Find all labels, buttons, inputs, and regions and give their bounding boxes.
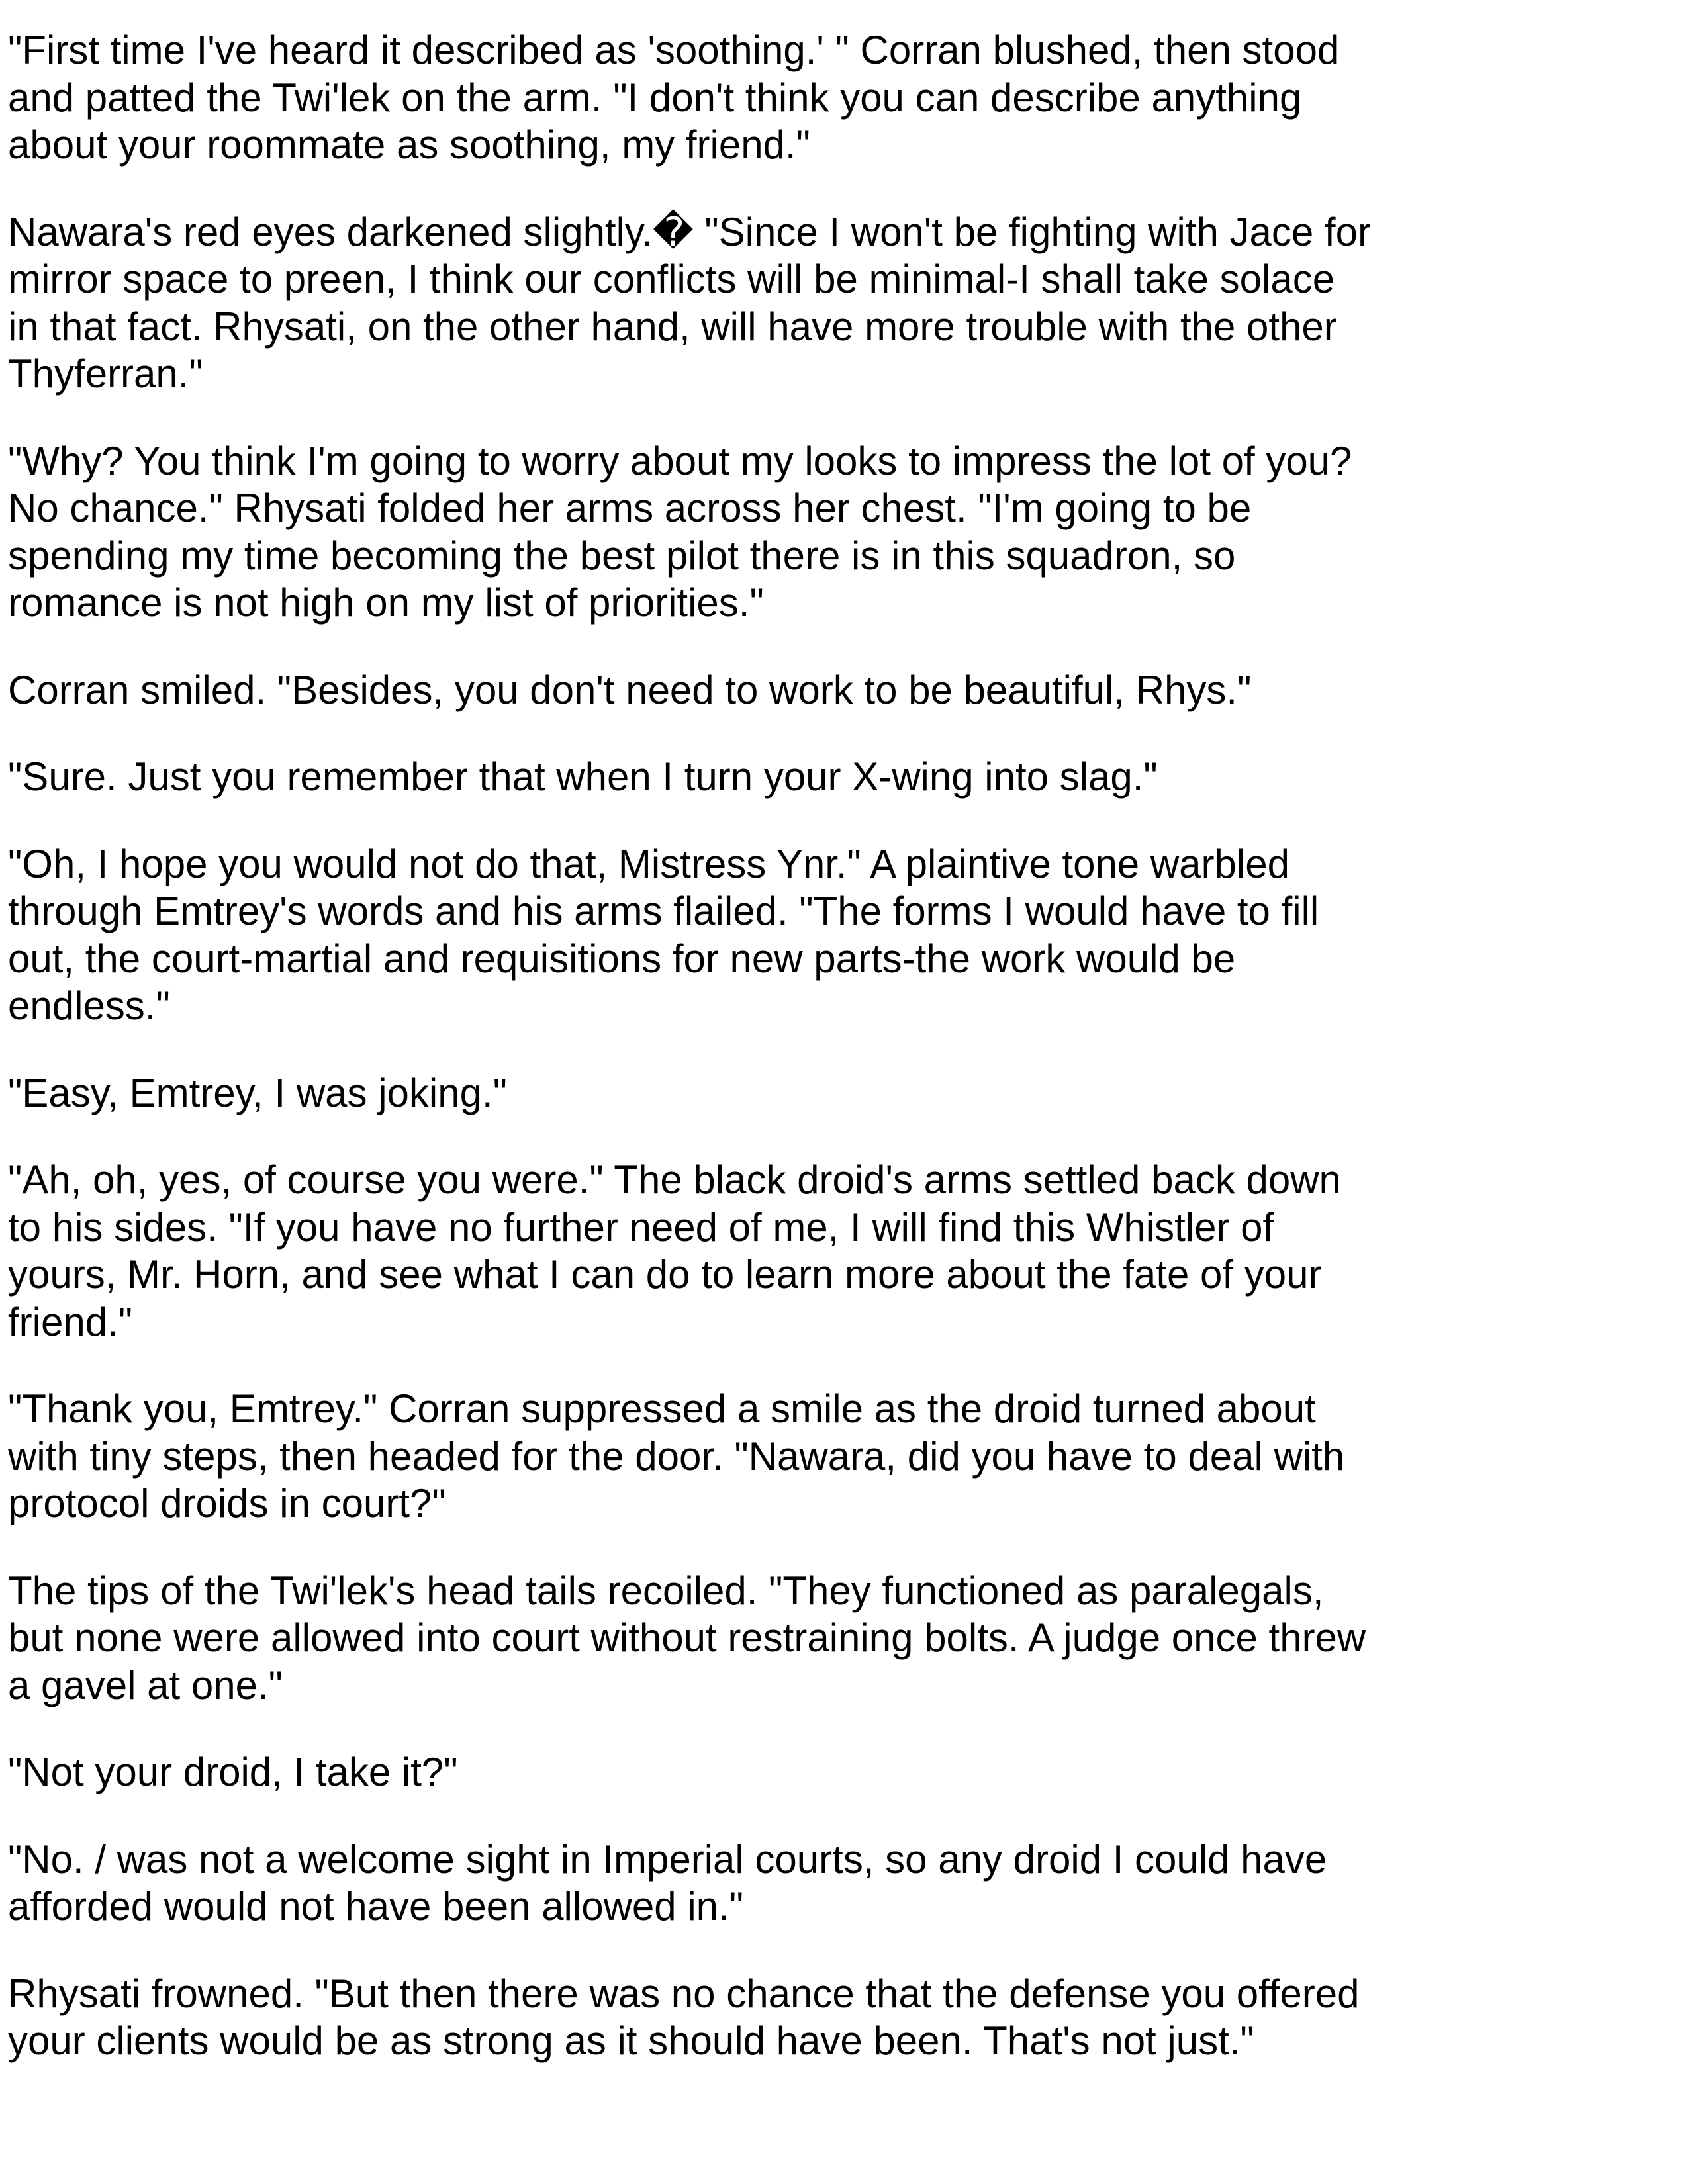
paragraph-4: Corran smiled. "Besides, you don't need to work to be beautiful, Rhys.": [8, 667, 1252, 712]
paragraph-8: "Ah, oh, yes, of course you were." The black droid's arms settled back down to his sides. "If you have no further need of me, I will find this Whistler of yours, Mr. Horn, and see what I can do to learn more about the fate of your friend.": [8, 1158, 1341, 1344]
paragraph-7: "Easy, Emtrey, I was joking.": [8, 1070, 507, 1115]
paragraph-11: "Not your droid, I take it?": [8, 1750, 458, 1794]
paragraph-6: "Oh, I hope you would not do that, Mistress Ynr." A plaintive tone warbled through Emtrey's words and his arms flailed. "The forms I would have to fill out, the court-martial and requisitions for new parts-the work would be endless.": [8, 841, 1319, 1028]
paragraph-9: "Thank you, Emtrey." Corran suppressed a smile as the droid turned about with tiny steps, then headed for the door. "Nawara, did you have to deal with protocol droids in court?": [8, 1387, 1345, 1525]
paragraph-10: The tips of the Twi'lek's head tails recoiled. "They functioned as paralegals, but none were allowed into court without restraining bolts. A judge once threw a gavel at one.": [8, 1568, 1366, 1707]
paragraph-1: "First time I've heard it described as 'soothing.' " Corran blushed, then stood and patted the Twi'lek on the arm. "I don't think you can describe anything about your roommate as soothing, my friend.": [8, 28, 1340, 167]
paragraph-13: Rhysati frowned. "But then there was no chance that the defense you offered your clients would be as strong as it should have been. That's not just.": [8, 1971, 1360, 2063]
document-page: [8, 26, 1372, 2065]
paragraph-3: "Why? You think I'm going to worry about my looks to impress the lot of you? No chance." Rhysati folded her arms across her chest. "I'm going to be spending my time becoming the best pilot there is in this squadron, so romance is not high on my list of priorities.": [8, 438, 1352, 625]
paragraph-12: "No. / was not a welcome sight in Imperial courts, so any droid I could have afforded would not have been allowed in.": [8, 1837, 1327, 1929]
paragraph-5: "Sure. Just you remember that when I turn your X-wing into slag.": [8, 754, 1158, 799]
paragraph-2: Nawara's red eyes darkened slightly.� "Since I won't be fighting with Jace for mirror space to preen, I think our conflicts will be minimal-I shall take solace in that fact. Rhysati, on the other hand, will have more trouble with the other Thyferran.": [8, 209, 1371, 396]
